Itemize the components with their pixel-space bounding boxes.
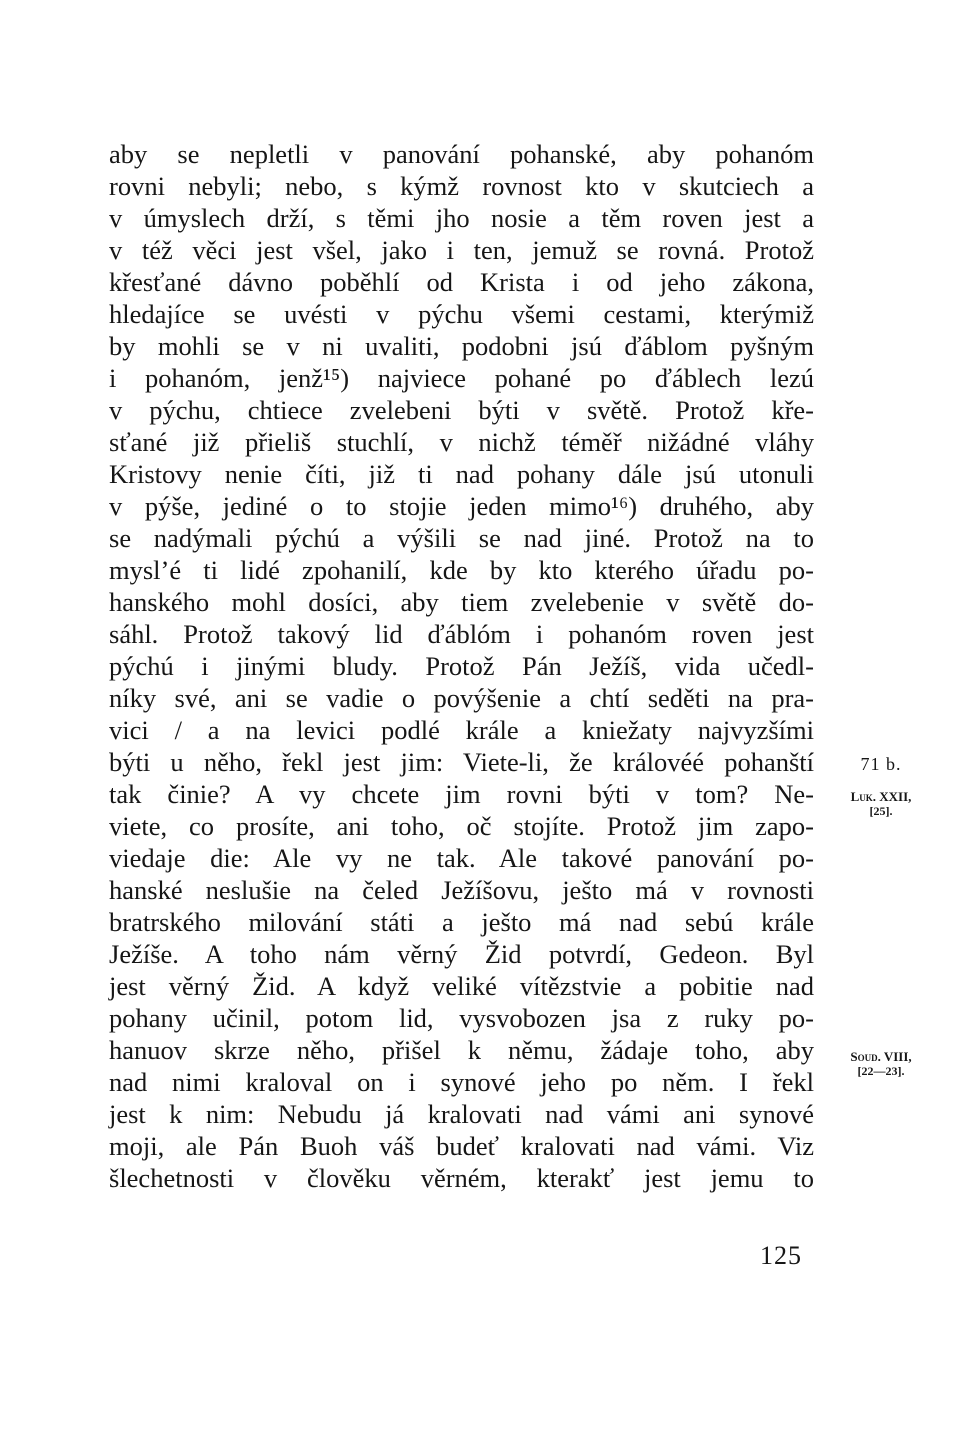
margin-reference-luke: [826, 790, 936, 818]
text-line: jest k nim: Nebudu já kralovati nad vámi ani synové: [109, 1099, 814, 1129]
text-line: v též věci jest všel, jako i ten, jemuž se rovná. Protož: [109, 235, 814, 265]
text-line: pohany učinil, potom lid, vysvobozen jsa z ruky po-: [109, 1003, 814, 1033]
text-line: v pýše, jediné o to stojie jeden mimo¹⁶) druhého, aby: [109, 491, 814, 521]
text-line: sáhl. Protož takový lid ďáblóm i pohanóm roven jest: [109, 619, 814, 649]
folio-marker: 71 b.: [860, 754, 902, 774]
text-line: viete, co prosíte, ani toho, oč stojíte. Protož jim zapo-: [109, 811, 814, 841]
text-line: hledajíce se uvésti v pýchu všemi cestami, kterýmiž: [109, 299, 814, 329]
text-line: hanuov skrze něho, přišel k němu, žádaje toho, aby: [109, 1035, 814, 1065]
text-line: křesťané dávno poběhlí od Krista i od jeho zákona,: [109, 267, 814, 297]
text-line: v pýchu, chtiece zvelebeni býti v světě. Protož kře-: [109, 395, 814, 425]
text-line: Kristovy nenie číti, již ti nad pohany dále jsú utonuli: [109, 459, 814, 489]
text-line: tak činie? A vy chcete jim rovni býti v tom? Ne-: [109, 779, 814, 809]
page-number: 125: [760, 1241, 802, 1270]
text-line: aby se nepletli v panování pohanské, aby pohanóm: [109, 139, 814, 169]
text-line: by mohli se v ni uvaliti, podobni jsú ďáblom pyšným: [109, 331, 814, 361]
text-line: viedaje die: Ale vy ne tak. Ale takové panování po-: [109, 843, 814, 873]
margin-reference-line: Soud. VIII,: [850, 1049, 912, 1064]
text-line: hanské neslušie na čeled Ježíšovu, ješto má v rovnosti: [109, 875, 814, 905]
margin-reference-line: Luk. XXII,: [850, 789, 912, 804]
text-line: šlechetnosti v člověku věrném, kterakť jest jemu to: [109, 1163, 814, 1193]
text-line: nad nimi kraloval on i synové jeho po něm. I řekl: [109, 1067, 814, 1097]
text-line: rovni nebyli; nebo, s kýmž rovnost kto v skutciech a: [109, 171, 814, 201]
text-line: pýchú i jinými bludy. Protož Pán Ježíš, vida učedl-: [109, 651, 814, 681]
text-line: vici / a na levici podlé krále a kniežaty najvyzšími: [109, 715, 814, 745]
text-line: níky své, ani se vadie o povýšenie a chtí seděti na pra-: [109, 683, 814, 713]
margin-reference-line: [22—23].: [857, 1064, 905, 1078]
text-line: býti u něho, řekl jest jim: Viete-li, že královéé pohanští: [109, 747, 814, 777]
margin-reference-line: [25].: [869, 804, 893, 818]
text-line: jest věrný Žid. A když veliké vítězstvie a pobitie nad: [109, 971, 814, 1001]
text-line: i pohanóm, jenž¹⁵) najviece pohané po ďáblech lezú: [109, 363, 814, 393]
body-text: [109, 138, 814, 1194]
text-line: v úmyslech drží, s těmi jho nosie a těm roven jest a: [109, 203, 814, 233]
text-line: moji, ale Pán Buoh váš budeť kralovati nad vámi. Viz: [109, 1131, 814, 1161]
text-line: bratrského milování státi a ješto má nad sebú krále: [109, 907, 814, 937]
margin-reference-judges: [826, 1050, 936, 1078]
text-line: sťané již přieliš stuchlí, v nichž téměř nižádné vláhy: [109, 427, 814, 457]
text-line: mysl’é ti lidé zpohanilí, kde by kto kterého úřadu po-: [109, 555, 814, 585]
text-line: Ježíše. A toho nám věrný Žid potvrdí, Gedeon. Byl: [109, 939, 814, 969]
text-line: se nadýmali pýchú a výšili se nad jiné. Protož na to: [109, 523, 814, 553]
text-line: hanského mohl dosíci, aby tiem zvelebenie v světě do-: [109, 587, 814, 617]
